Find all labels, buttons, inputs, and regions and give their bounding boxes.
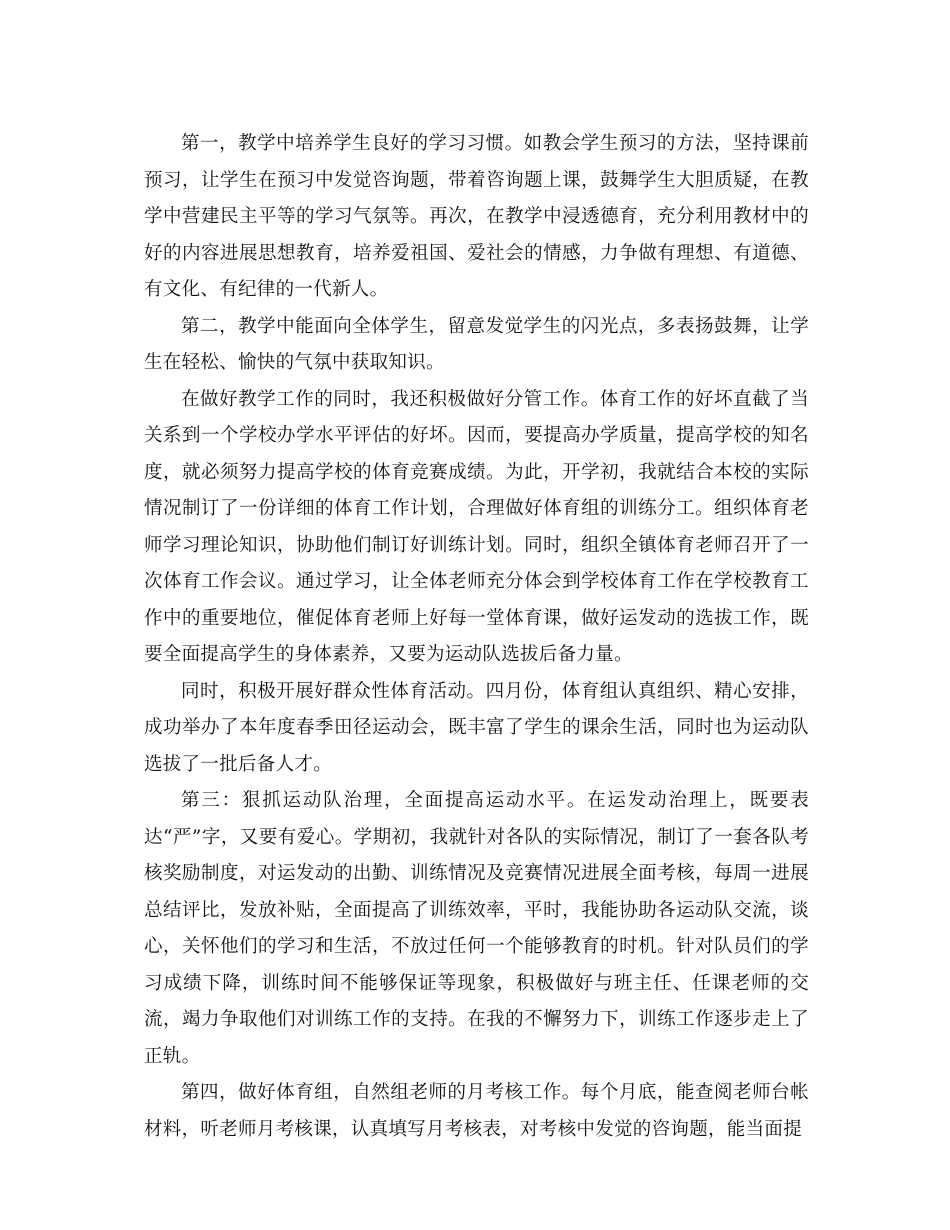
paragraph-sports-activities: 同时，积极开展好群众性体育活动。四月份，体育组认真组织、精心安排，成功举办了本年度春季田径运动会，既丰富了学生的课余生活，同时也为运动队选拔了一批后备人才。 — [144, 680, 809, 775]
paragraph-all-students: 第二，教学中能面向全体学生，留意发觉学生的闪光点，多表扬鼓舞，让学生在轻松、愉快的气氛中获取知识。 — [144, 315, 809, 373]
paragraph-sports-work: 在做好教学工作的同时，我还积极做好分管工作。体育工作的好坏直截了当关系到一个学校办学水平评估的好坏。因而，要提高办学质量，提高学校的知名度，就必须努力提高学校的体育竞赛成绩。为此，开学初，我就结合本校的实际情况制订了一份详细的体育工作计划，合理做好体育组的训练分工。组织体育老师学习理论知识，协助他们制订好训练计划。同时，组织全镇体育老师召开了一次体育工作会议。通过学习，让全体老师充分体会到学校体育工作在学校教育工作中的重要地位，催促体育老师上好每一堂体育课，做好运发动的选拔工作，既要全面提高学生的身体素养，又要为运动队选拔后备力量。 — [144, 388, 809, 665]
paragraph-team-management: 第三：狠抓运动队治理，全面提高运动水平。在运发动治理上，既要表达“严”字，又要有爱心。学期初，我就针对各队的实际情况，制订了一套各队考核奖励制度，对运发动的出勤、训练情况及竞赛情况进展全面考核，每周一进展总结评比，发放补贴，全面提高了训练效率，平时，我能协助各运动队交流，谈心，关怀他们的学习和生活，不放过任何一个能够教育的时机。针对队员们的学习成绩下降，训练时间不能够保证等现象，积极做好与班主任、任课老师的交流，竭力争取他们对训练工作的支持。在我的不懈努力下，训练工作逐步走上了正轨。 — [144, 790, 809, 1067]
document-page — [144, 126, 809, 1148]
paragraph-monthly-assessment: 第四，做好体育组，自然组老师的月考核工作。每个月底，能查阅老师台帐材料，听老师月考核课，认真填写月考核表，对考核中发觉的咨询题，能当面提 — [144, 1082, 809, 1140]
paragraph-habits: 第一，教学中培养学生良好的学习习惯。如教会学生预习的方法，坚持课前预习，让学生在预习中发觉咨询题，带着咨询题上课，鼓舞学生大胆质疑，在教学中营建民主平等的学习气氛等。再次，在教学中浸透德育，充分利用教材中的好的内容进展思想教育，培养爱祖国、爱社会的情感，力争做有理想、有道德、有文化、有纪律的一代新人。 — [144, 133, 809, 300]
